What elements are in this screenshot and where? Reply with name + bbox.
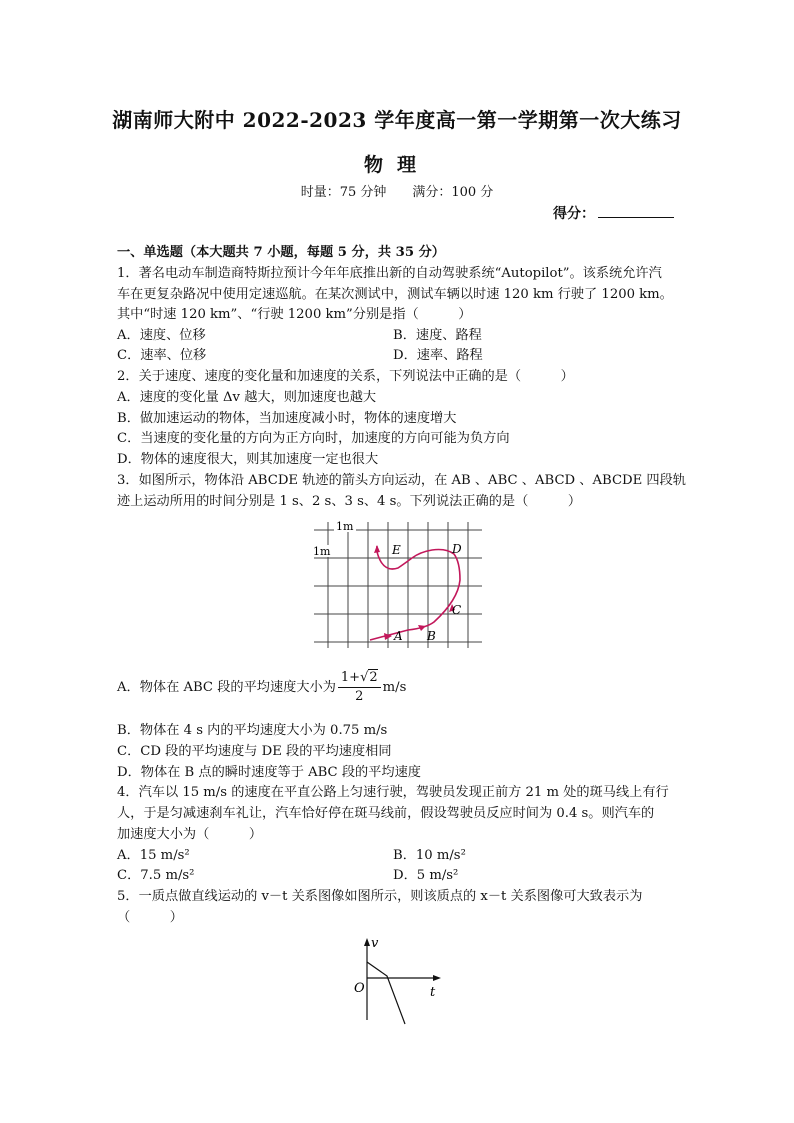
- q4-option-b[interactable]: B．10 m/s²: [393, 848, 466, 863]
- t-axis-arrow: [433, 975, 441, 981]
- point-label-a: A: [394, 629, 403, 643]
- fraction: [338, 669, 381, 706]
- subject-title: 物理: [363, 154, 430, 176]
- q2-option-d[interactable]: D．物体的速度很大，则其加速度一定也很大: [117, 452, 379, 467]
- axis-label-t: t: [430, 985, 436, 1000]
- q4-line3: 加速度大小为（ ）: [117, 827, 263, 842]
- numerator-one-plus: 1+: [340, 670, 361, 685]
- v-axis-arrow: [364, 938, 370, 946]
- point-label-e: E: [392, 543, 401, 557]
- q4-line2: 人，于是匀减速刹车礼让，汽车恰好停在斑马线前，假设驾驶员反应时间为 0.4 s。则汽车的: [117, 806, 655, 821]
- fraction-denominator: 2: [355, 689, 364, 704]
- fig-label-1m-top: 1m: [336, 520, 354, 533]
- q4-option-a[interactable]: A．15 m/s²: [117, 848, 190, 863]
- q2-option-c[interactable]: C．当速度的变化量的方向为正方向时，加速度的方向可能为负方向: [117, 431, 510, 446]
- axis-label-v: v: [371, 936, 379, 951]
- q3-option-d[interactable]: D．物体在 B 点的瞬时速度等于 ABC 段的平均速度: [117, 765, 421, 780]
- fraction-numerator: 1+√2: [338, 669, 381, 688]
- q3-option-a-text: A．物体在 ABC 段的平均速度大小为: [117, 680, 336, 695]
- q2-option-a[interactable]: A．速度的变化量 Δv 越大，则加速度也越大: [117, 390, 377, 405]
- q3-line1: 3．如图所示，物体沿 ABCDE 轨迹的箭头方向运动，在 AB 、ABC 、ABCD 、ABCDE 四段轨: [117, 473, 686, 488]
- q3-option-a[interactable]: [117, 668, 406, 708]
- q5-line2: （ ）: [117, 910, 183, 925]
- q1-line1: 1．著名电动车制造商特斯拉预计今年年底推出新的自动驾驶系统“Autopilot”。该系统允许汽: [117, 266, 662, 281]
- q1-line2: 车在更复杂路况中使用定速巡航。在某次测试中，测试车辆以时速 120 km 行驶了 1200 km。: [117, 287, 673, 302]
- q4-option-c[interactable]: C．7.5 m/s²: [117, 868, 195, 883]
- trajectory-path: [370, 546, 460, 640]
- q1-option-c[interactable]: C．速率、位移: [117, 348, 207, 363]
- point-label-c: C: [452, 603, 462, 617]
- q3-option-b[interactable]: B．物体在 4 s 内的平均速度大小为 0.75 m/s: [117, 723, 388, 738]
- origin-label: O: [354, 981, 365, 996]
- page-title: 湖南师大附中 2022-2023 学年度高一第一学期第一次大练习: [112, 108, 682, 132]
- point-label-d: D: [452, 542, 462, 556]
- q2-line1: 2．关于速度、速度的变化量和加速度的关系，下列说法中正确的是（ ）: [117, 369, 574, 384]
- q1-option-a[interactable]: A．速度、位移: [117, 328, 206, 343]
- q2-option-b[interactable]: B．做加速运动的物体，当加速度减小时，物体的速度增大: [117, 411, 457, 426]
- section-heading: 一、单选题（本大题共 7 小题，每题 5 分，共 35 分）: [117, 245, 445, 260]
- exam-meta: 时量：75 分钟 满分：100 分: [300, 185, 494, 200]
- score-blank[interactable]: [598, 204, 674, 218]
- sqrt-radicand: 2: [369, 670, 378, 685]
- q1-option-b[interactable]: B．速度、路程: [393, 328, 482, 343]
- q1-option-d[interactable]: D．速率、路程: [393, 348, 483, 363]
- q1-line3: 其中“时速 120 km”、“行驶 1200 km”分别是指（ ）: [117, 307, 472, 322]
- vt-line: [367, 962, 405, 1024]
- score-field: [553, 203, 674, 223]
- q4-option-d[interactable]: D．5 m/s²: [393, 868, 459, 883]
- score-label: 得分：: [553, 206, 595, 222]
- point-label-b: B: [427, 629, 436, 643]
- trajectory-figure: [308, 518, 488, 650]
- q4-line1: 4．汽车以 15 m/s 的速度在平直公路上匀速行驶，驾驶员发现正前方 21 m 处的斑马线上有行: [117, 785, 669, 800]
- q3-line2: 迹上运动所用的时间分别是 1 s、2 s、3 s、4 s。下列说法正确的是（ ）: [117, 494, 582, 509]
- fig-label-1m-left: 1m: [313, 545, 331, 558]
- q3-option-c[interactable]: C．CD 段的平均速度与 DE 段的平均速度相同: [117, 744, 392, 759]
- arrow-head-e: [374, 545, 380, 553]
- q5-line1: 5．一质点做直线运动的 v－t 关系图像如图所示，则该质点的 x－t 关系图像可大致表示为: [117, 889, 643, 904]
- vt-graph: [345, 936, 445, 1026]
- q3-option-a-unit: m/s: [382, 680, 407, 695]
